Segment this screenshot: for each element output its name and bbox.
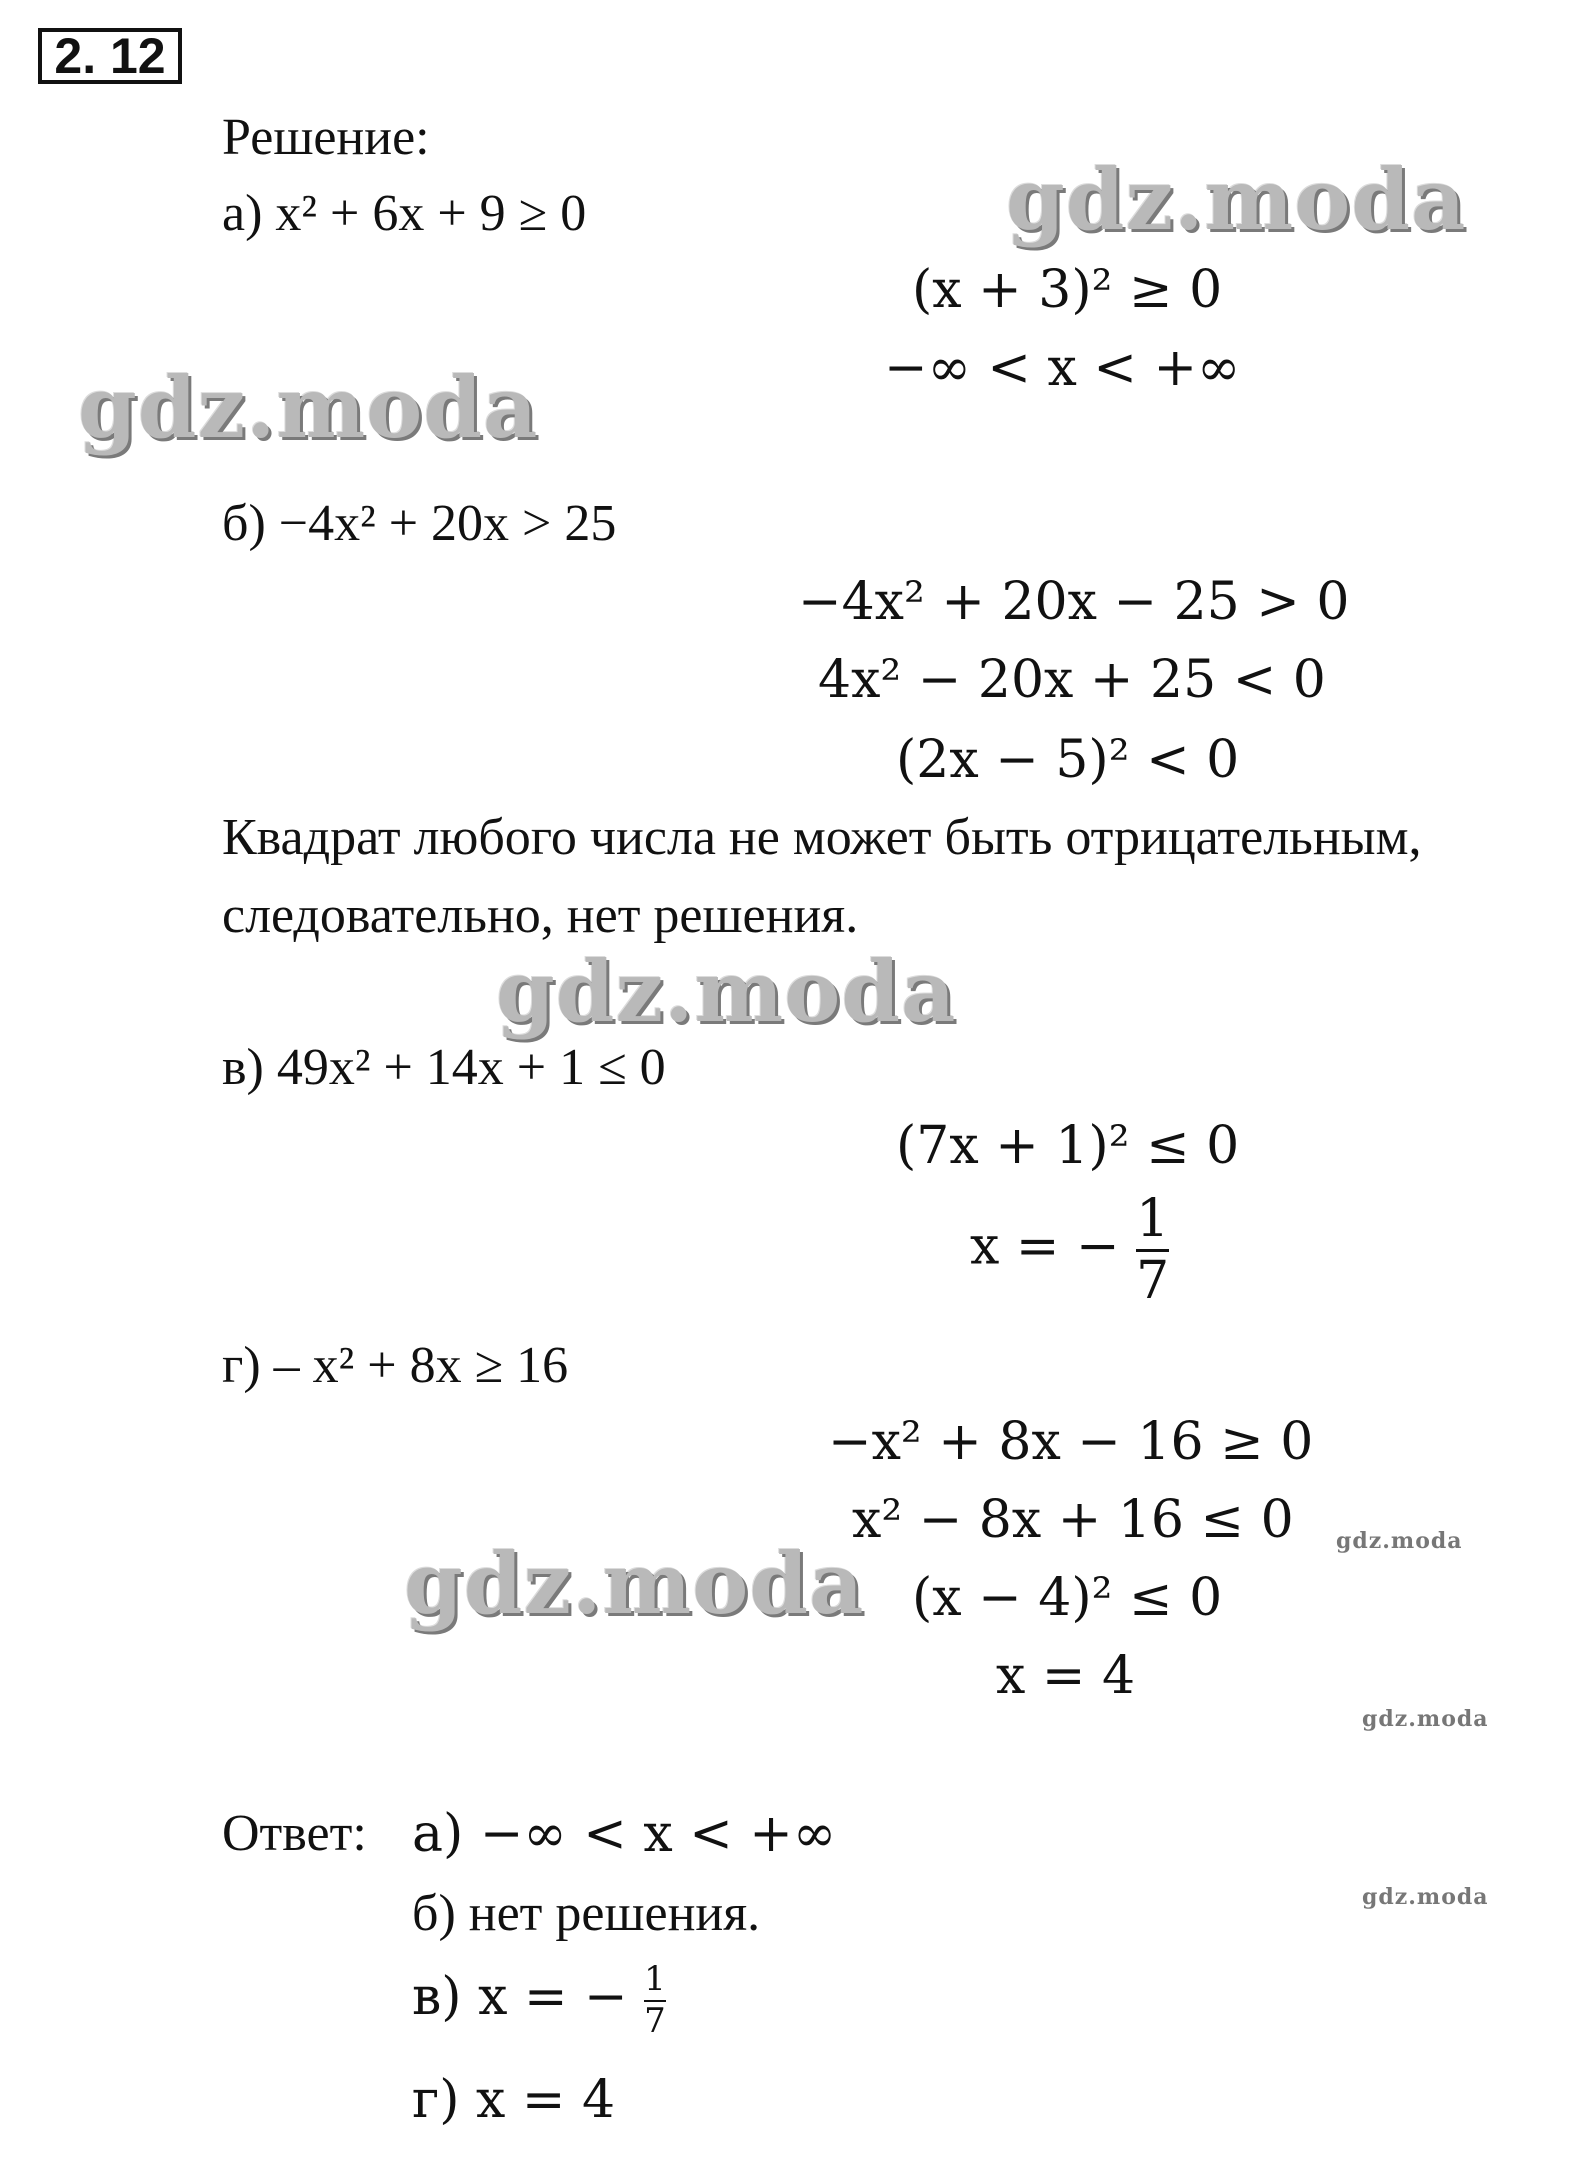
watermark-small: gdz.moda (1336, 1528, 1463, 1554)
watermark: gdz.moda (1006, 150, 1467, 249)
part-v-step-1: (7x + 1)² ≤ 0 (896, 1116, 1240, 1176)
part-a-label: а) (222, 185, 263, 242)
part-g-step-4: x = 4 (996, 1646, 1136, 1706)
watermark-small: gdz.moda (1362, 1706, 1489, 1732)
part-v-denominator: 7 (1136, 1250, 1170, 1311)
answer-label: Ответ: (222, 1805, 367, 1862)
answer-v (412, 1959, 666, 2041)
solution-heading: Решение: (222, 109, 430, 166)
part-v-fraction (1136, 1189, 1170, 1311)
part-b-inequality: −4x² + 20x > 25 (278, 495, 617, 552)
part-v-task (222, 1039, 666, 1096)
part-b-label: б) (222, 495, 266, 552)
answer-a: а) −∞ < x < +∞ (412, 1804, 837, 1864)
answer-v-prefix: в) x = − (412, 1967, 628, 2028)
part-a-task (222, 185, 587, 242)
answer-g: г) x = 4 (412, 2070, 616, 2130)
part-v-result (970, 1189, 1170, 1311)
part-g-step-3: (x − 4)² ≤ 0 (912, 1568, 1223, 1628)
part-b-task (222, 495, 617, 552)
part-b-step-3: (2x − 5)² < 0 (896, 730, 1240, 790)
part-b-explanation-line-1: Квадрат любого числа не может быть отрицательным, (222, 809, 1422, 866)
part-b-step-1: −4x² + 20x − 25 > 0 (798, 572, 1350, 632)
watermark: gdz.moda (496, 942, 957, 1041)
part-g-inequality: – x² + 8x ≥ 16 (273, 1337, 569, 1394)
part-g-step-2: x² − 8x + 16 ≤ 0 (852, 1490, 1294, 1550)
answer-v-fraction (644, 1959, 666, 2041)
answer-b: б) нет решения. (412, 1885, 761, 1942)
part-a-step-1: (x + 3)² ≥ 0 (912, 260, 1223, 320)
part-g-task (222, 1337, 569, 1394)
problem-number: 2. 12 (38, 28, 182, 84)
part-a-step-2: −∞ < x < +∞ (884, 338, 1241, 398)
watermark: gdz.moda (78, 358, 539, 457)
part-v-inequality: 49x² + 14x + 1 ≤ 0 (276, 1039, 666, 1096)
part-v-result-lhs: x = − (970, 1216, 1120, 1277)
part-b-step-2: 4x² − 20x + 25 < 0 (818, 650, 1326, 710)
part-a-inequality: x² + 6x + 9 ≥ 0 (275, 185, 587, 242)
part-b-explanation-line-2: следовательно, нет решения. (222, 887, 859, 944)
part-g-label: г) (222, 1337, 261, 1394)
part-g-step-1: −x² + 8x − 16 ≥ 0 (828, 1412, 1314, 1472)
part-v-numerator: 1 (1136, 1189, 1170, 1249)
answer-v-numerator: 1 (644, 1959, 666, 1999)
watermark: gdz.moda (404, 1534, 865, 1633)
answer-v-denominator: 7 (644, 2000, 666, 2041)
watermark-small: gdz.moda (1362, 1884, 1489, 1910)
part-v-label: в) (222, 1039, 264, 1096)
